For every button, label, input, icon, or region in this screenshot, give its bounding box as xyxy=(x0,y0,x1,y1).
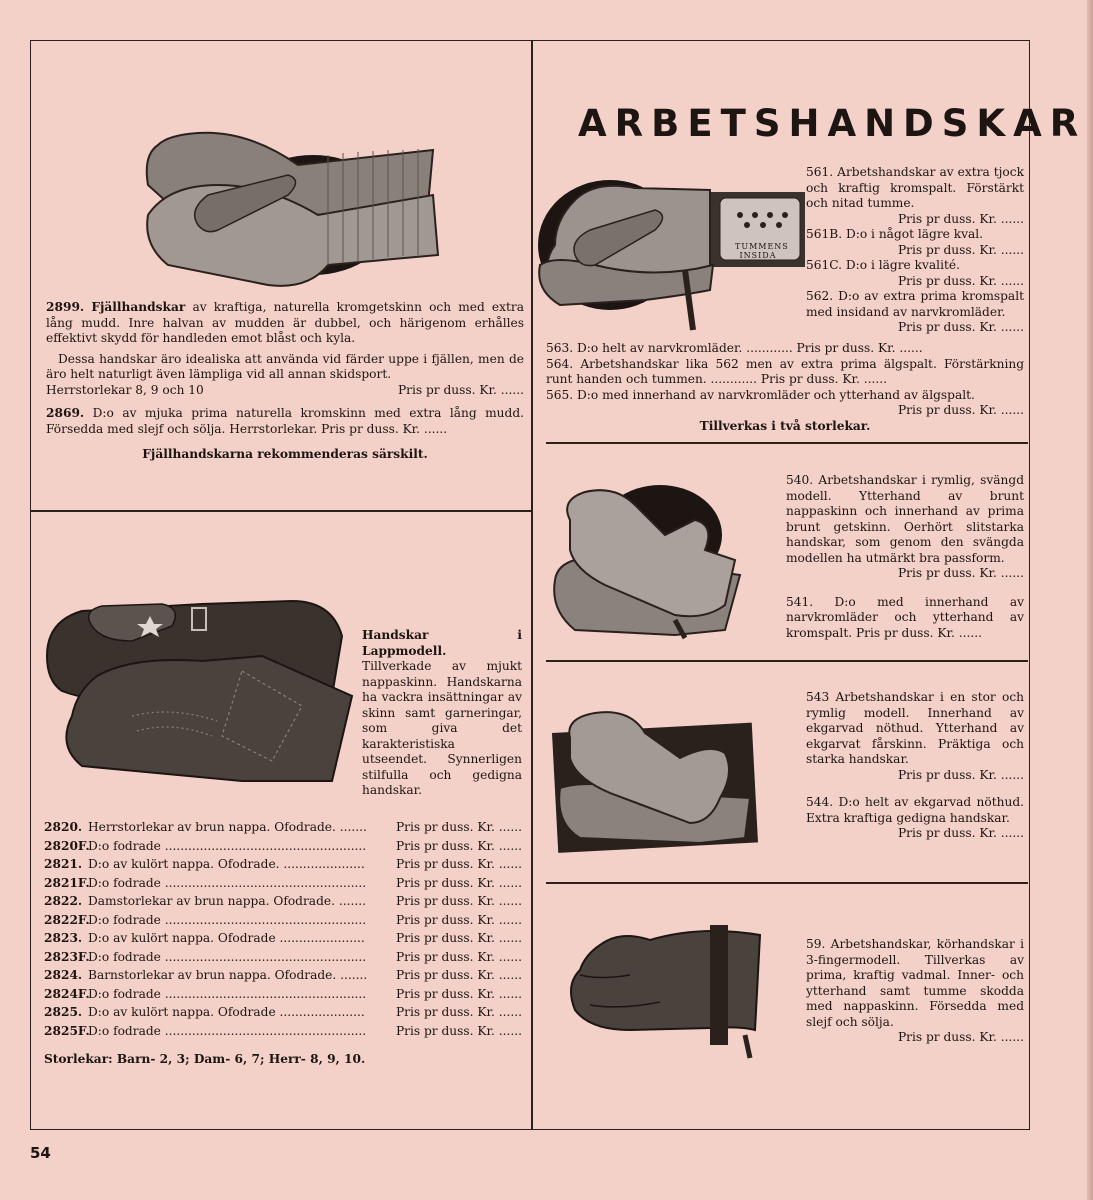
price-row xyxy=(44,892,522,911)
price-row-price: Pris pr duss. Kr. ...... xyxy=(395,1023,522,1038)
item-562-price: Pris pr duss. Kr. ...... xyxy=(897,320,1024,334)
price-row-description: Damstorlekar av brun nappa. Ofodrade. ..... xyxy=(88,892,366,911)
fjallhandskar-usage: Dessa handskar äro idealiska att använda vid färder uppe i fjällen, men de äro helt naturligt även lämpliga vid all annan skidsport. xyxy=(46,351,524,381)
sizes-note: Storlekar: Barn- 2, 3; Dam- 6, 7; Herr- 8, 9, 10. xyxy=(44,1052,366,1066)
item-540-price: Pris pr duss. Kr. ...... xyxy=(897,566,1024,580)
arbetshandskar-561-group xyxy=(806,165,1024,336)
price-row-code: 2825F. xyxy=(44,1023,90,1038)
item-561c-price: Pris pr duss. Kr. ...... xyxy=(897,273,1024,288)
item-2899-name: Fjällhandskar xyxy=(91,300,186,314)
item-543: 543 Arbetshandskar i en stor och rymlig modell. Innerhand av ekgarvad nöthud. Ytterhand av ekgarvat fårskinn. Präktiga och starka handskar. xyxy=(806,690,1024,766)
price-row-price: Pris pr duss. Kr. ...... xyxy=(395,986,522,1001)
price-row-description: D:o fodrade ..... xyxy=(88,837,366,856)
item-2899-text: av kraftiga, naturella kromgetskinn och med extra lång mudd. Inre halvan av mudden är dubbel, och härigenom erhålles effektivt skydd för handleden emot blåst och kyla. xyxy=(46,300,525,345)
item-59-price: Pris pr duss. Kr. ...... xyxy=(897,1030,1024,1044)
item-561c: 561C. D:o i lägre kvalité. xyxy=(806,258,960,272)
page-number: 54 xyxy=(30,1144,51,1162)
item-543-price: Pris pr duss. Kr. ...... xyxy=(897,767,1024,782)
column-divider xyxy=(531,40,533,1130)
price-row xyxy=(44,911,522,930)
price-row-code: 2825. xyxy=(44,1005,83,1019)
item-544: 544. D:o helt av ekgarvad nöthud. Extra kraftiga gedigna handskar. xyxy=(806,795,1024,825)
item-563: 563. D:o helt av narvkromläder. ............ Pris pr duss. Kr. ...... xyxy=(546,341,923,355)
arbetshandske-59-illustration xyxy=(560,920,775,1060)
item-544-price: Pris pr duss. Kr. ...... xyxy=(897,826,1024,840)
arbetshandske-540-illustration xyxy=(545,480,760,645)
herrstorlekar-price: Pris pr duss. Kr. ...... xyxy=(397,382,524,397)
item-2899 xyxy=(46,300,524,347)
tummens-insida-stamp: TUMMENS INSIDA xyxy=(735,242,789,260)
item-59: 59. Arbetshandskar, körhandskar i 3-fingermodell. Tillverkas av prima, kraftig vadmal. Inner- och ytterhand samt tumme skodda med nappaskinn. Försedda med slejf och sölja. xyxy=(806,937,1024,1029)
item-561b-price: Pris pr duss. Kr. ...... xyxy=(897,242,1024,257)
price-row-price: Pris pr duss. Kr. ...... xyxy=(395,838,522,853)
price-row xyxy=(44,929,522,948)
price-row-price: Pris pr duss. Kr. ...... xyxy=(395,968,522,982)
two-sizes-note: Tillverkas i två storlekar. xyxy=(699,418,871,433)
recommendation: Fjällhandskarna rekommenderas särskilt. xyxy=(142,447,428,461)
left-divider xyxy=(30,510,531,512)
price-row-code: 2824. xyxy=(44,968,83,982)
price-row xyxy=(44,966,522,985)
price-row-description: D:o fodrade ..... xyxy=(88,911,366,930)
fjallhandskar-description xyxy=(46,300,524,463)
price-row-description: D:o fodrade ..... xyxy=(88,1022,366,1041)
page-title: ARBETSHANDSKAR xyxy=(578,102,1087,145)
page-edge xyxy=(1087,0,1093,1200)
price-row-price: Pris pr duss. Kr. ...... xyxy=(395,912,522,927)
price-row-code: 2822. xyxy=(44,894,83,908)
price-row xyxy=(44,874,522,893)
price-row xyxy=(44,837,522,856)
price-row-description: Herrstorlekar av brun nappa. Ofodrade. ..... xyxy=(88,818,366,837)
price-row-description: D:o av kulört nappa. Ofodrade ..... xyxy=(88,929,366,948)
price-row-description: Barnstorlekar av brun nappa. Ofodrade. ..... xyxy=(88,966,366,985)
herrstorlekar-row xyxy=(46,383,524,399)
right-divider-2 xyxy=(546,660,1028,662)
fjallhandskar-illustration xyxy=(128,125,448,295)
price-row xyxy=(44,985,522,1004)
item-562: 562. D:o av extra prima kromspalt med insidand av narvkromläder. xyxy=(806,289,1024,319)
item-561b: 561B. D:o i något lägre kval. xyxy=(806,227,984,241)
price-row-description: D:o fodrade ..... xyxy=(88,985,366,1004)
lapp-description xyxy=(362,628,522,799)
price-row-code: 2823F. xyxy=(44,949,90,964)
item-564: 564. Arbetshandskar lika 562 men av extra prima älgspalt. Förstärkning runt handen och tummen. ............ Pris pr duss. Kr. ...... xyxy=(546,356,1024,386)
price-row-price: Pris pr duss. Kr. ...... xyxy=(395,931,522,945)
item-565: 565. D:o med innerhand av narvkromläder och ytterhand av älgspalt. xyxy=(546,387,975,402)
price-row-code: 2820. xyxy=(44,820,83,834)
price-row xyxy=(44,1003,522,1022)
arbetshandskar-540-group xyxy=(786,473,1024,641)
arbetshandskar-543-group xyxy=(806,690,1024,842)
right-divider-1 xyxy=(546,442,1028,444)
price-row-price: Pris pr duss. Kr. ...... xyxy=(395,1005,522,1019)
price-row-price: Pris pr duss. Kr. ...... xyxy=(395,875,522,890)
arbetshandskar-563-group xyxy=(546,341,1024,434)
price-row-code: 2821F. xyxy=(44,875,90,890)
item-2869 xyxy=(46,406,524,437)
price-row-description: D:o av kulört nappa. Ofodrade ..... xyxy=(88,1003,366,1022)
price-row-price: Pris pr duss. Kr. ...... xyxy=(395,949,522,964)
price-row xyxy=(44,948,522,967)
arbetshandske-543-illustration xyxy=(550,708,770,853)
price-row-description: D:o fodrade ..... xyxy=(88,948,366,967)
item-2869-code: 2869. xyxy=(46,406,85,420)
price-row-price: Pris pr duss. Kr. ...... xyxy=(395,857,522,871)
price-row xyxy=(44,818,522,837)
price-row-price: Pris pr duss. Kr. ...... xyxy=(395,894,522,908)
price-row xyxy=(44,855,522,874)
price-row-price: Pris pr duss. Kr. ...... xyxy=(395,820,522,834)
price-row-code: 2823. xyxy=(44,931,83,945)
herrstorlekar-label: Herrstorlekar 8, 9 och 10 xyxy=(46,382,204,397)
price-row-code: 2824F. xyxy=(44,986,90,1001)
right-divider-3 xyxy=(546,882,1028,884)
item-541: 541. D:o med innerhand av narvkromläder och ytterhand av kromspalt. Pris pr duss. Kr. ...... xyxy=(786,594,1024,640)
item-561: 561. Arbetshandskar av extra tjock och kraftig kromspalt. Förstärkt och nitad tumme. xyxy=(806,165,1024,210)
lapp-text: Tillverkade av mjukt nappaskinn. Handskarna ha vackra insättningar av skinn samt garneringar, som giva det karakteristiska utseendet. Synnerligen stilfulla och gedigna handskar. xyxy=(362,659,522,797)
price-row-code: 2822F. xyxy=(44,912,90,927)
price-row-code: 2821. xyxy=(44,857,83,871)
item-565-price: Pris pr duss. Kr. ...... xyxy=(897,403,1024,417)
price-row-code: 2820F. xyxy=(44,838,90,853)
lappmodell-illustration xyxy=(42,596,357,791)
price-row-description: D:o av kulört nappa. Ofodrade. ..... xyxy=(88,855,366,874)
arbetshandskar-59-group xyxy=(806,937,1024,1046)
price-row-description: D:o fodrade ..... xyxy=(88,874,366,893)
item-561-price: Pris pr duss. Kr. ...... xyxy=(897,211,1024,226)
item-2869-text: D:o av mjuka prima naturella kromskinn med extra lång mudd. Försedda med slejf och sölja. Herrstorlekar. Pris pr duss. Kr. ...... xyxy=(46,406,524,436)
item-2899-code: 2899. xyxy=(46,300,85,314)
lapp-heading: Handskar i Lappmodell. xyxy=(362,628,522,658)
price-list xyxy=(44,818,522,1069)
item-540: 540. Arbetshandskar i rymlig, svängd modell. Ytterhand av brunt nappaskinn och innerhand av prima brunt getskinn. Oerhört slitstarka handskar, som genom den svängda modellen ha utmärkt bra passform. xyxy=(786,473,1024,565)
price-row xyxy=(44,1022,522,1041)
